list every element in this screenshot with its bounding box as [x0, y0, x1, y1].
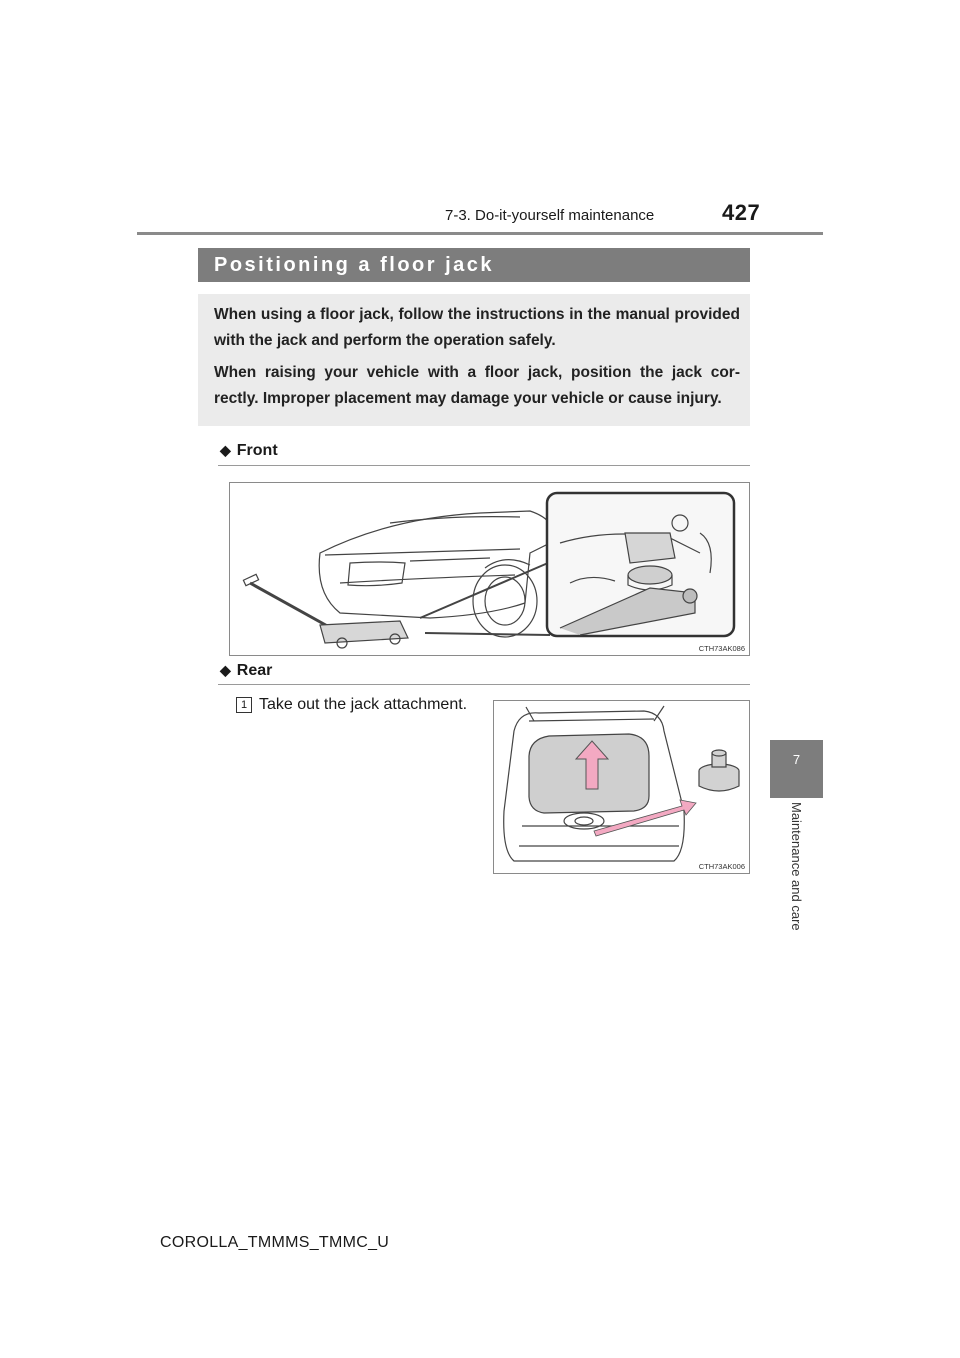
rear-heading-label: Rear — [236, 662, 273, 679]
front-heading — [220, 442, 278, 460]
front-heading-label: Front — [236, 442, 278, 459]
rear-trunk-illustration — [494, 701, 749, 873]
front-jack-illustration — [230, 483, 749, 655]
rear-rule — [218, 684, 750, 685]
rear-heading — [220, 662, 272, 680]
section-reference: 7-3. Do-it-yourself maintenance — [445, 207, 655, 224]
front-rule — [218, 465, 750, 466]
rear-figure-code: CTH73AK006 — [698, 862, 745, 871]
header-rule — [137, 232, 823, 235]
section-title: Positioning a floor jack — [198, 248, 750, 282]
document-code: COROLLA_TMMMS_TMMC_U — [160, 1234, 390, 1251]
step-number: 1 — [236, 697, 252, 713]
step-text: Take out the jack attachment. — [259, 696, 468, 713]
chapter-label: Maintenance and care — [789, 802, 804, 931]
chapter-tab — [770, 740, 823, 798]
intro-paragraph: When using a floor jack, follow the instructions in the manual provided with the jack and perform the operation safely. — [214, 306, 740, 349]
intro-box — [198, 294, 750, 426]
intro-paragraph: When raising your vehicle with a floor jack, position the jack cor- rectly. Improper placement may damage your vehicle or cause injury. — [214, 364, 740, 407]
chapter-number: 7 — [792, 752, 801, 767]
page-number: 427 — [722, 200, 761, 225]
rear-trunk-figure — [493, 700, 750, 874]
diamond-bullet-icon: ◆ — [220, 662, 231, 678]
front-jack-figure — [229, 482, 750, 656]
diamond-bullet-icon: ◆ — [220, 442, 231, 458]
front-figure-code: CTH73AK086 — [698, 644, 745, 653]
